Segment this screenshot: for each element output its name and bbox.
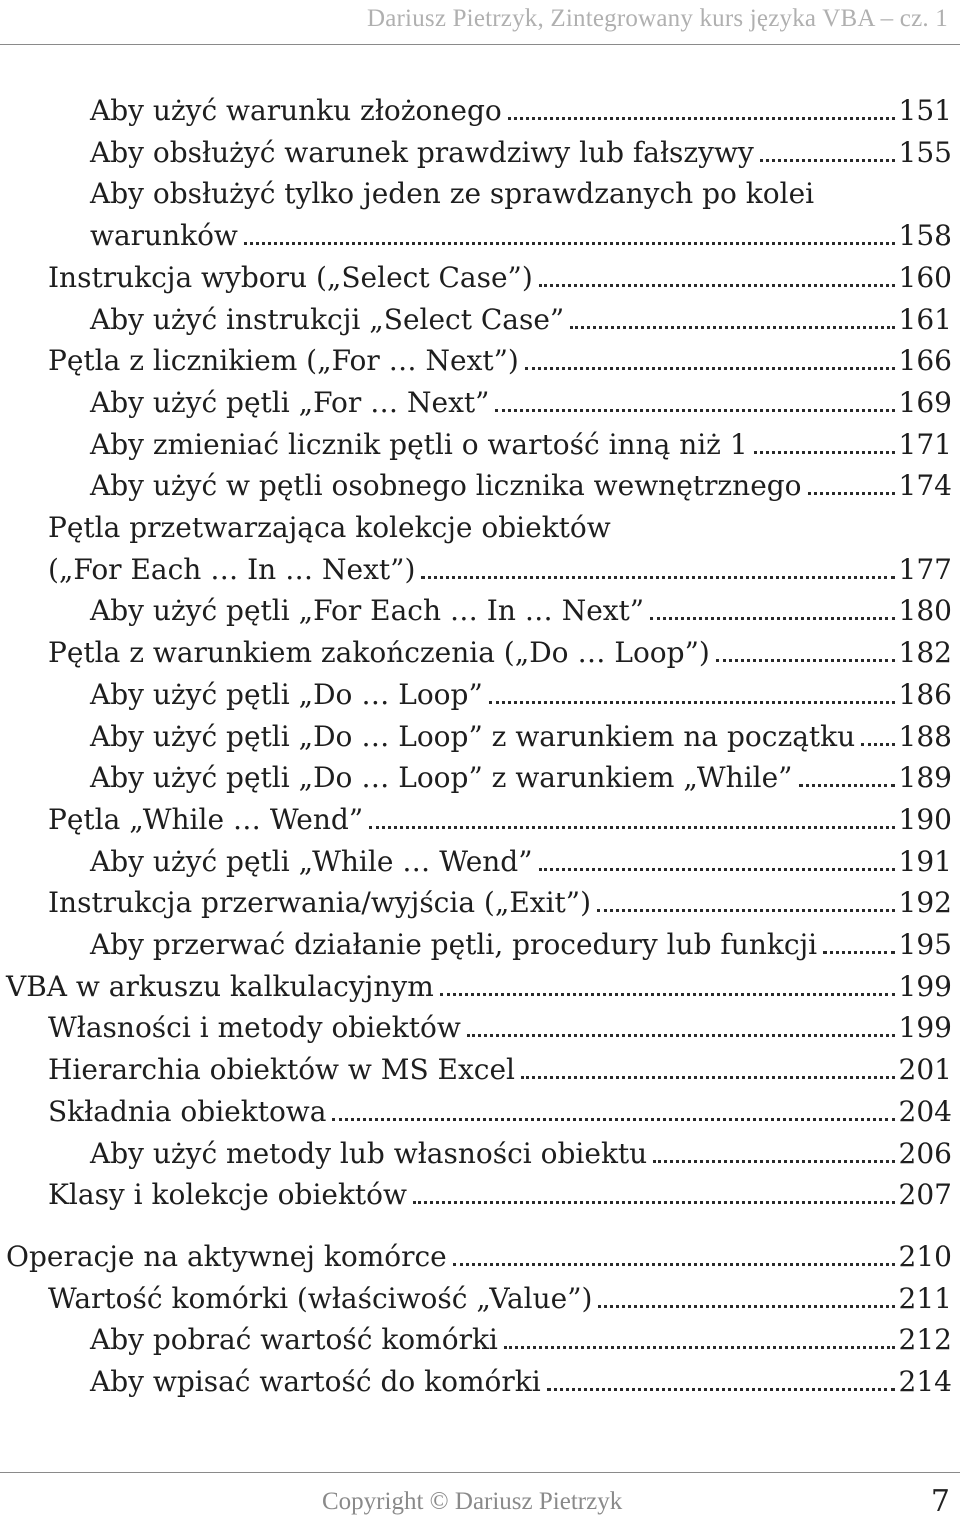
- toc-entry-label: Wartość komórki (właściwość „Value”): [48, 1281, 593, 1315]
- toc-entry-label: Aby obsłużyć warunek prawdziwy lub fałszywy: [90, 135, 754, 169]
- toc-entry[interactable]: [90, 1317, 952, 1357]
- dot-leader: [650, 594, 898, 628]
- dot-leader: [799, 761, 899, 795]
- toc-entry-label: Aby użyć metody lub własności obiektu: [90, 1136, 648, 1170]
- toc-entry-page: 166: [898, 344, 952, 378]
- toc-entry-page: 211: [898, 1281, 952, 1315]
- dot-leader: [823, 928, 898, 962]
- toc-entry-page: 207: [898, 1178, 952, 1212]
- toc-entry-page: 190: [898, 802, 952, 836]
- toc-entry-page: 212: [898, 1323, 952, 1357]
- toc-entry[interactable]: [90, 1131, 952, 1171]
- toc-entry-label: Aby przerwać działanie pętli, procedury lub funkcji: [90, 928, 818, 961]
- toc-entry[interactable]: [48, 547, 952, 587]
- dot-leader: [570, 303, 898, 337]
- toc-entry-label: Hierarchia obiektów w MS Excel: [48, 1053, 515, 1087]
- toc-entry-label: Instrukcja przerwania/wyjścia („Exit”): [48, 886, 592, 920]
- header-title: Dariusz Pietrzyk, Zintegrowany kurs języka VBA – cz. 1: [366, 5, 948, 32]
- toc-entry-page: 204: [898, 1094, 952, 1128]
- dot-leader: [539, 845, 899, 879]
- toc-entry[interactable]: [90, 714, 952, 754]
- toc-entry[interactable]: [90, 922, 952, 962]
- toc-entry[interactable]: [90, 839, 952, 879]
- toc-entry[interactable]: [48, 1005, 952, 1045]
- toc-entry-label: warunków: [90, 219, 238, 253]
- toc-entry[interactable]: [48, 797, 952, 837]
- toc-entry-label: Aby użyć pętli „For … Next”: [90, 385, 490, 419]
- toc-entry-page: 155: [898, 135, 952, 169]
- toc-entry-page: 192: [898, 886, 952, 920]
- toc-entry[interactable]: [48, 1172, 952, 1212]
- dot-leader: [521, 1053, 899, 1087]
- dot-leader: [369, 803, 898, 837]
- dot-leader: [440, 970, 899, 1004]
- toc-entry[interactable]: [6, 1234, 952, 1274]
- toc-entry-page: 195: [898, 928, 952, 961]
- toc-entry-label: Pętla z warunkiem zakończenia („Do … Loop”): [48, 636, 710, 670]
- toc-entry-page: 191: [898, 844, 952, 878]
- toc-entry[interactable]: [48, 1047, 952, 1087]
- toc-entry-label: Instrukcja wyboru („Select Case”): [48, 260, 533, 294]
- dot-leader: [421, 553, 898, 587]
- toc-entry-label: Aby zmieniać licznik pętli o wartość inną niż 1: [90, 427, 748, 461]
- dot-leader: [495, 386, 898, 420]
- dot-leader: [332, 1095, 898, 1129]
- toc-entry[interactable]: [48, 630, 952, 670]
- dot-leader: [467, 1011, 899, 1045]
- toc-entry-page: 180: [898, 594, 952, 628]
- toc-entry-label: („For Each … In … Next”): [48, 552, 416, 586]
- footer-divider: [0, 1472, 960, 1473]
- toc-entry-page: 189: [898, 761, 952, 795]
- toc-entry-label: Aby użyć pętli „While … Wend”: [90, 844, 533, 878]
- toc-entry-page: 188: [898, 719, 952, 753]
- toc-entry-page: 177: [898, 552, 952, 586]
- toc-entry-page: 171: [898, 427, 952, 461]
- toc-entry-label: Aby użyć instrukcji „Select Case”: [90, 302, 565, 336]
- toc-entry[interactable]: [90, 88, 952, 128]
- toc-entry-page: 182: [898, 636, 952, 670]
- dot-leader: [508, 94, 899, 128]
- copyright-notice: Copyright © Dariusz Pietrzyk: [322, 1488, 623, 1515]
- toc-entry-label: Pętla „While … Wend”: [48, 802, 364, 836]
- dot-leader: [489, 678, 899, 712]
- toc-entry[interactable]: [6, 964, 952, 1004]
- toc-entry-label: Aby użyć pętli „Do … Loop” z warunkiem na początku: [90, 719, 856, 753]
- toc-entry-page: 160: [898, 260, 952, 294]
- dot-leader: [808, 469, 899, 503]
- toc-entry[interactable]: [90, 463, 952, 503]
- toc-entry-page: 161: [898, 302, 952, 336]
- toc-entry-label: Klasy i kolekcje obiektów: [48, 1178, 408, 1212]
- toc-entry-page: 158: [898, 219, 952, 253]
- toc-entry-page: 174: [898, 469, 952, 503]
- toc-entry[interactable]: [90, 588, 952, 628]
- toc-entry-page: 199: [898, 1011, 952, 1045]
- dot-leader: [525, 344, 899, 378]
- toc-entry-label: Pętla przetwarzająca kolekcje obiektów: [48, 511, 611, 544]
- toc-entry-label: Pętla z licznikiem („For … Next”): [48, 344, 519, 378]
- toc-entry-label: Aby użyć pętli „Do … Loop” z warunkiem „While”: [90, 761, 793, 795]
- dot-leader: [539, 261, 899, 295]
- toc-entry-label: Aby użyć w pętli osobnego licznika wewnętrznego: [90, 469, 802, 503]
- dot-leader: [760, 136, 899, 170]
- dot-leader: [504, 1323, 899, 1357]
- toc-entry-label: Aby użyć warunku złożonego: [90, 94, 502, 127]
- toc-entry-page: 151: [898, 94, 952, 127]
- dot-leader: [547, 1365, 899, 1399]
- toc-entry[interactable]: [48, 1089, 952, 1129]
- toc-entry-page: 199: [898, 969, 952, 1003]
- toc-entry[interactable]: [90, 422, 952, 462]
- toc-entry-label: Aby użyć pętli „For Each … In … Next”: [90, 594, 645, 628]
- toc-entry[interactable]: [90, 171, 952, 211]
- toc-entry-page: 206: [898, 1136, 952, 1170]
- toc-entry-page: 201: [898, 1053, 952, 1087]
- dot-leader: [597, 886, 899, 920]
- page-number: 7: [930, 1484, 950, 1519]
- dot-leader: [861, 720, 898, 754]
- toc-entry[interactable]: [48, 505, 952, 545]
- toc-entry-label: VBA w arkuszu kalkulacyjnym: [6, 969, 434, 1003]
- toc-entry[interactable]: [90, 297, 952, 337]
- toc-entry[interactable]: [48, 1276, 952, 1316]
- toc-entry[interactable]: [90, 1359, 952, 1399]
- toc-entry[interactable]: [90, 755, 952, 795]
- dot-leader: [453, 1240, 899, 1274]
- toc-entry-label: Aby obsłużyć tylko jeden ze sprawdzanych po kolei: [90, 177, 815, 211]
- toc-entry[interactable]: [48, 338, 952, 378]
- dot-leader: [653, 1137, 898, 1171]
- toc-entry-label: Aby pobrać wartość komórki: [90, 1323, 498, 1357]
- header-divider: [0, 44, 960, 45]
- running-header: [0, 0, 960, 40]
- toc-entry[interactable]: [90, 380, 952, 420]
- toc-entry-page: 186: [898, 677, 952, 711]
- toc-entry[interactable]: [48, 880, 952, 920]
- dot-leader: [716, 636, 899, 670]
- toc-entry-page: 210: [898, 1239, 952, 1273]
- toc-entry[interactable]: [90, 213, 952, 253]
- toc-entry-label: Aby wpisać wartość do komórki: [90, 1365, 541, 1398]
- toc-entry-page: 214: [898, 1365, 952, 1398]
- toc-entry[interactable]: [90, 672, 952, 712]
- toc-entry-label: Własności i metody obiektów: [48, 1011, 461, 1045]
- toc-entry-label: Składnia obiektowa: [48, 1094, 327, 1128]
- dot-leader: [754, 428, 899, 462]
- toc-entry-page: 169: [898, 385, 952, 419]
- toc-entry-label: Operacje na aktywnej komórce: [6, 1239, 447, 1273]
- toc-entry-label: Aby użyć pętli „Do … Loop”: [90, 677, 483, 711]
- toc-entry[interactable]: [90, 130, 952, 170]
- toc-entry[interactable]: [48, 255, 952, 295]
- dot-leader: [413, 1178, 899, 1212]
- dot-leader: [598, 1282, 898, 1316]
- dot-leader: [244, 219, 899, 253]
